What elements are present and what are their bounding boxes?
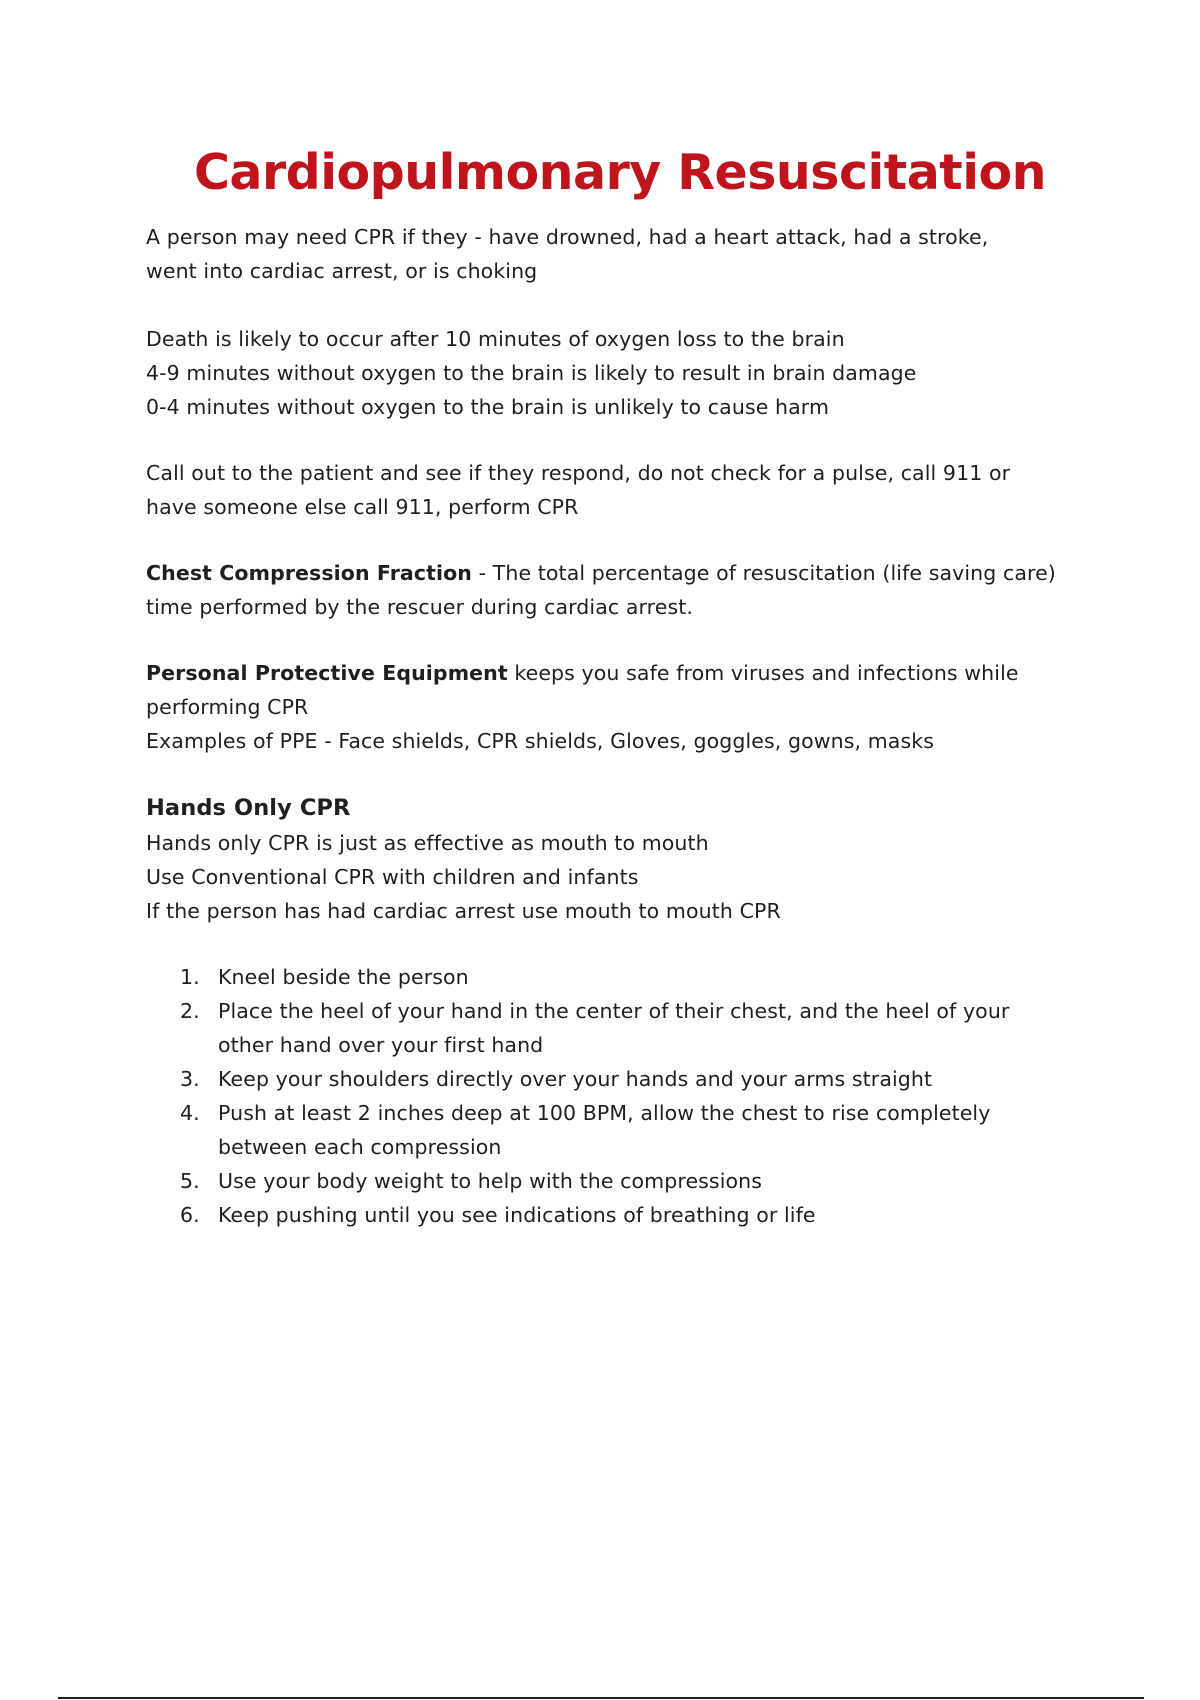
spacer bbox=[146, 424, 1096, 456]
hands-only-heading: Hands Only CPR bbox=[146, 795, 351, 821]
hands-only-line-2: Use Conventional CPR with children and infants bbox=[146, 865, 639, 889]
callout-line-2: have someone else call 911, perform CPR bbox=[146, 495, 579, 519]
step-number: 6. bbox=[180, 1203, 200, 1227]
oxygen-line-2: 4-9 minutes without oxygen to the brain is likely to result in brain damage bbox=[146, 361, 917, 385]
ppe-line-3: Examples of PPE - Face shields, CPR shields, Gloves, goggles, gowns, masks bbox=[146, 729, 935, 753]
list-item bbox=[146, 994, 1096, 1062]
ppe-line-1: keeps you safe from viruses and infections while bbox=[507, 661, 1019, 685]
step-text: Use your body weight to help with the compressions bbox=[218, 1169, 763, 1193]
list-item bbox=[146, 1096, 1096, 1164]
oxygen-paragraph bbox=[146, 322, 1096, 424]
step-text: Keep pushing until you see indications of breathing or life bbox=[218, 1203, 816, 1227]
footer-divider bbox=[58, 1697, 1144, 1699]
cpr-steps-list bbox=[146, 960, 1096, 1232]
hands-only-line-1: Hands only CPR is just as effective as mouth to mouth bbox=[146, 831, 709, 855]
intro-line-1: A person may need CPR if they - have drowned, had a heart attack, had a stroke, bbox=[146, 225, 989, 249]
step-text: Place the heel of your hand in the center of their chest, and the heel of your bbox=[218, 999, 1010, 1023]
step-text-continued: between each compression bbox=[218, 1135, 502, 1159]
document-body bbox=[146, 220, 1096, 1232]
step-number: 5. bbox=[180, 1169, 200, 1193]
oxygen-line-3: 0-4 minutes without oxygen to the brain is unlikely to cause harm bbox=[146, 395, 830, 419]
list-item bbox=[146, 1198, 1096, 1232]
spacer bbox=[146, 758, 1096, 790]
spacer bbox=[146, 624, 1096, 656]
list-item bbox=[146, 1062, 1096, 1096]
ccf-term: Chest Compression Fraction bbox=[146, 561, 472, 585]
ccf-line-1: - The total percentage of resuscitation (life saving care) bbox=[472, 561, 1056, 585]
callout-line-1: Call out to the patient and see if they respond, do not check for a pulse, call 911 or bbox=[146, 461, 1011, 485]
ppe-line-2: performing CPR bbox=[146, 695, 309, 719]
step-text-continued: other hand over your first hand bbox=[218, 1033, 544, 1057]
list-item bbox=[146, 1164, 1096, 1198]
intro-paragraph bbox=[146, 220, 1096, 288]
step-text: Keep your shoulders directly over your hands and your arms straight bbox=[218, 1067, 933, 1091]
hands-only-paragraph bbox=[146, 826, 1096, 928]
spacer bbox=[146, 524, 1096, 556]
step-number: 4. bbox=[180, 1101, 200, 1125]
ppe-paragraph bbox=[146, 656, 1096, 758]
list-item bbox=[146, 960, 1096, 994]
step-number: 1. bbox=[180, 965, 200, 989]
ppe-term: Personal Protective Equipment bbox=[146, 661, 508, 685]
ccf-paragraph bbox=[146, 556, 1096, 624]
page-title: Cardiopulmonary Resuscitation bbox=[193, 144, 1047, 201]
intro-line-2: went into cardiac arrest, or is choking bbox=[146, 259, 538, 283]
spacer bbox=[146, 288, 1096, 322]
step-text: Kneel beside the person bbox=[218, 965, 469, 989]
oxygen-line-1: Death is likely to occur after 10 minutes of oxygen loss to the brain bbox=[146, 327, 845, 351]
callout-paragraph bbox=[146, 456, 1096, 524]
step-number: 3. bbox=[180, 1067, 200, 1091]
spacer bbox=[146, 928, 1096, 960]
hands-only-line-3: If the person has had cardiac arrest use mouth to mouth CPR bbox=[146, 899, 781, 923]
ccf-line-2: time performed by the rescuer during cardiac arrest. bbox=[146, 595, 693, 619]
step-text: Push at least 2 inches deep at 100 BPM, allow the chest to rise completely bbox=[218, 1101, 991, 1125]
step-number: 2. bbox=[180, 999, 200, 1023]
